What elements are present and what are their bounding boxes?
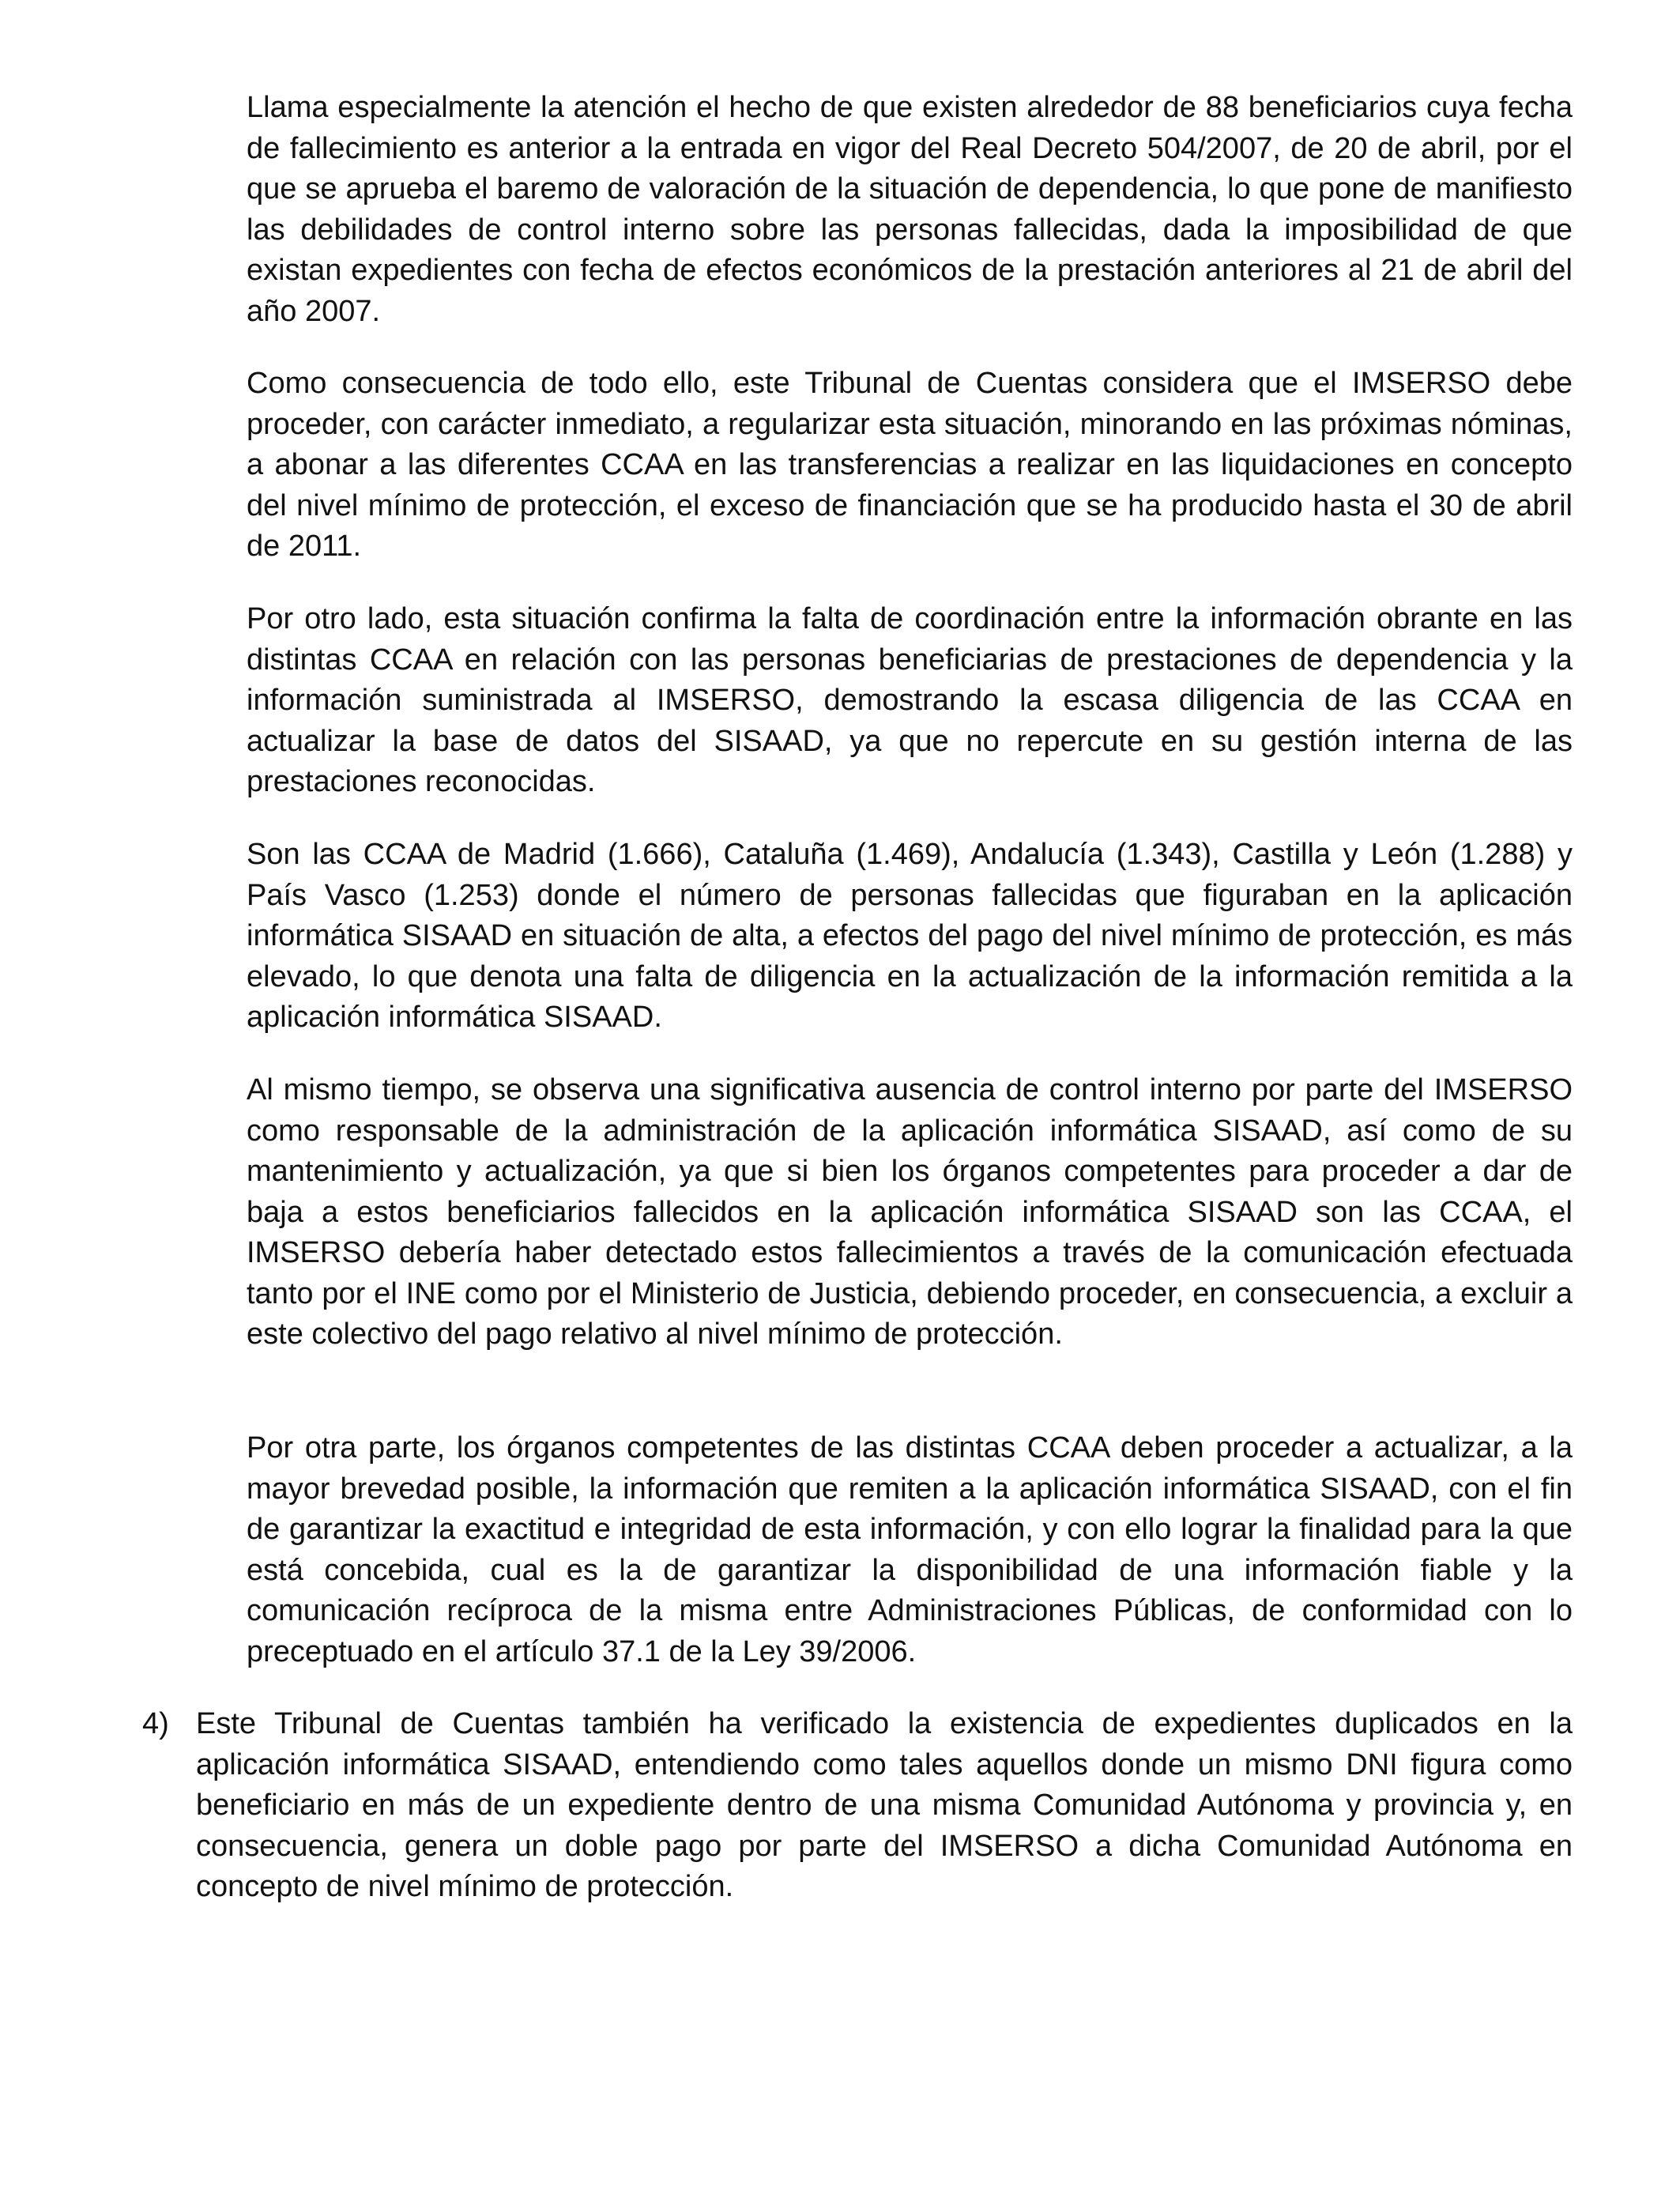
item-text: Este Tribunal de Cuentas también ha verificado la existencia de expedientes duplicados en la aplicación informática SISAAD, entendiendo como tales aquellos donde un mismo DNI figura como beneficiario en más de un expediente dentro de una misma Comunidad Autónoma y provincia y, en consecuencia, genera un doble pago por parte del IMSERSO a dicha Comunidad Autónoma en concepto de nivel mínimo de protección.: [196, 1707, 1573, 1903]
paragraph-internal-control: Al mismo tiempo, se observa una significativa ausencia de control interno por parte del IMSERSO como responsable de la administración de la aplicación informática SISAAD, así como de su mantenimiento y actualización, ya que si bien los órganos competentes para proceder a dar de baja a estos beneficiarios fallecidos en la aplicación informática SISAAD son las CCAA, el IMSERSO debería haber detectado estos fallecimientos a través de la comunicación efectuada tanto por el INE como por el Ministerio de Justicia, debiendo proceder, en consecuencia, a excluir a este colectivo del pago relativo al nivel mínimo de protección.: [247, 1073, 1573, 1351]
paragraph-coordination-ccaa: Por otro lado, esta situación confirma la falta de coordinación entre la información obrante en las distintas CCAA en relación con las personas beneficiarias de prestaciones de dependencia y la información suministrada al IMSERSO, demostrando la escasa diligencia de las CCAA en actualizar la base de datos del SISAAD, ya que no repercute en su gestión interna de las prestaciones reconocidas.: [247, 602, 1573, 798]
item-number: 4): [142, 1707, 169, 1740]
paragraph-deceased-before-decree: Llama especialmente la atención el hecho de que existen alrededor de 88 beneficiarios cuya fecha de fallecimiento es anterior a la entrada en vigor del Real Decreto 504/2007, de 20 de abril, por el que se aprueba el baremo de valoración de la situación de dependencia, lo que pone de manifiesto las debilidades de control interno sobre las personas fallecidas, dada la imposibilidad de que existan expedientes con fecha de efectos económicos de la prestación anteriores al 21 de abril del año 2007.: [247, 91, 1573, 328]
paragraph-ccaa-deceased-counts: Son las CCAA de Madrid (1.666), Cataluña (1.469), Andalucía (1.343), Castilla y León (1.288) y País Vasco (1.253) donde el número de personas fallecidas que figuraban en la aplicación informática SISAAD en situación de alta, a efectos del pago del nivel mínimo de protección, es más elevado, lo que denota una falta de diligencia en la actualización de la información remitida a la aplicación informática SISAAD.: [247, 838, 1573, 1034]
paragraph-ccaa-update-information: Por otra parte, los órganos competentes de las distintas CCAA deben proceder a actualizar, a la mayor brevedad posible, la información que remiten a la aplicación informática SISAAD, con el fin de garantizar la exactitud e integridad de esta información, y con ello lograr la finalidad para la que está concebida, cual es la de garantizar la disponibilidad de una información fiable y la comunicación recíproca de la misma entre Administraciones Públicas, de conformidad con lo preceptuado en el artículo 37.1 de la Ley 39/2006.: [247, 1431, 1573, 1668]
paragraph-imserso-regularize: Como consecuencia de todo ello, este Tribunal de Cuentas considera que el IMSERSO debe proceder, con carácter inmediato, a regularizar esta situación, minorando en las próximas nóminas, a abonar a las diferentes CCAA en las transferencias a realizar en las liquidaciones en concepto del nivel mínimo de protección, el exceso de financiación que se ha producido hasta el 30 de abril de 2011.: [247, 367, 1573, 563]
